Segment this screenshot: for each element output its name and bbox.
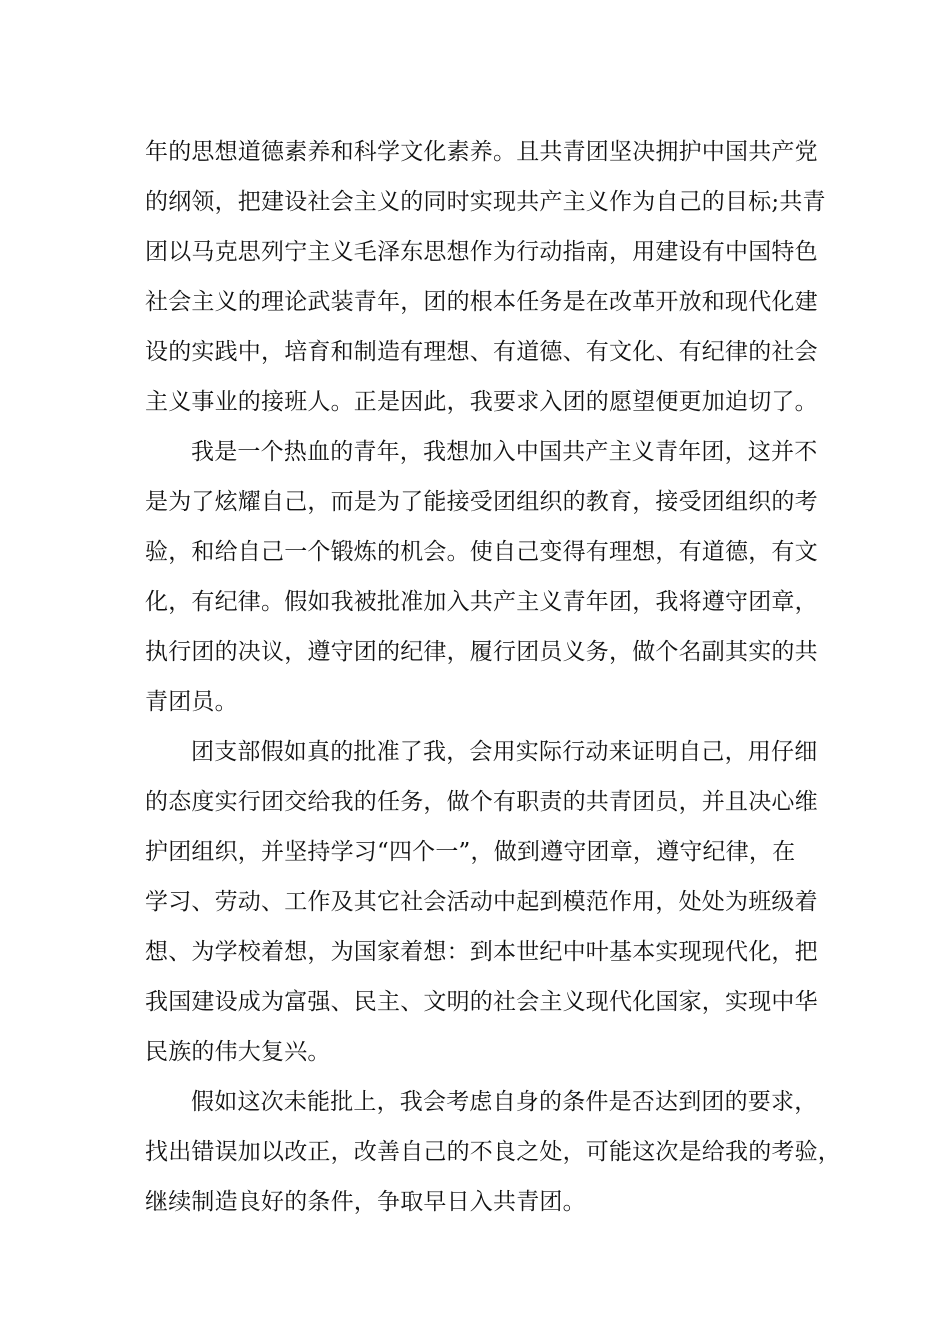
text-line: 化，有纪律。假如我被批准加入共产主义青年团，我将遵守团章，	[145, 589, 818, 615]
text-line: 找出错误加以改正，改善自己的不良之处，可能这次是给我的考验，	[145, 1139, 841, 1165]
text-line: 青团员。	[145, 689, 238, 715]
text-line: 的态度实行团交给我的任务，做个有职责的共青团员，并且决心维	[145, 789, 818, 815]
text-line: 民族的伟大复兴。	[145, 1039, 331, 1065]
text-line: 年的思想道德素养和科学文化素养。且共青团坚决拥护中国共产党	[145, 139, 818, 165]
text-line: 想、为学校着想，为国家着想：到本世纪中叶基本实现现代化，把	[145, 939, 818, 965]
paragraph-1	[145, 127, 825, 427]
text-line: 我国建设成为富强、民主、文明的社会主义现代化国家，实现中华	[145, 989, 818, 1015]
text-line: 的纲领，把建设社会主义的同时实现共产主义作为自己的目标;共青	[145, 189, 826, 215]
body-text	[145, 127, 841, 1227]
text-line: 验，和给自己一个锻炼的机会。使自己变得有理想，有道德，有文	[145, 539, 818, 565]
text-line: 假如这次未能批上，我会考虑自身的条件是否达到团的要求，	[191, 1089, 818, 1115]
text-line: 团以马克思列宁主义毛泽东思想作为行动指南，用建设有中国特色	[145, 239, 818, 265]
paragraph-2	[145, 427, 825, 727]
text-line: 是为了炫耀自己，而是为了能接受团组织的教育，接受团组织的考	[145, 489, 818, 515]
text-line: 团支部假如真的批准了我，会用实际行动来证明自己，用仔细	[191, 739, 818, 765]
text-line: 护团组织，并坚持学习“四个一”，做到遵守团章，遵守纪律，在	[145, 839, 796, 865]
paragraph-3	[145, 727, 825, 1077]
text-line: 我是一个热血的青年，我想加入中国共产主义青年团，这并不	[191, 439, 818, 465]
text-line: 执行团的决议，遵守团的纪律，履行团员义务，做个名副其实的共	[145, 639, 818, 665]
text-line: 社会主义的理论武装青年，团的根本任务是在改革开放和现代化建	[145, 289, 818, 315]
text-line: 学习、劳动、工作及其它社会活动中起到模范作用，处处为班级着	[145, 889, 818, 915]
text-line: 主义事业的接班人。正是因此，我要求入团的愿望便更加迫切了。	[145, 389, 818, 415]
text-line: 继续制造良好的条件，争取早日入共青团。	[145, 1189, 586, 1215]
text-line: 设的实践中，培育和制造有理想、有道德、有文化、有纪律的社会	[145, 339, 818, 365]
paragraph-4	[145, 1077, 841, 1227]
